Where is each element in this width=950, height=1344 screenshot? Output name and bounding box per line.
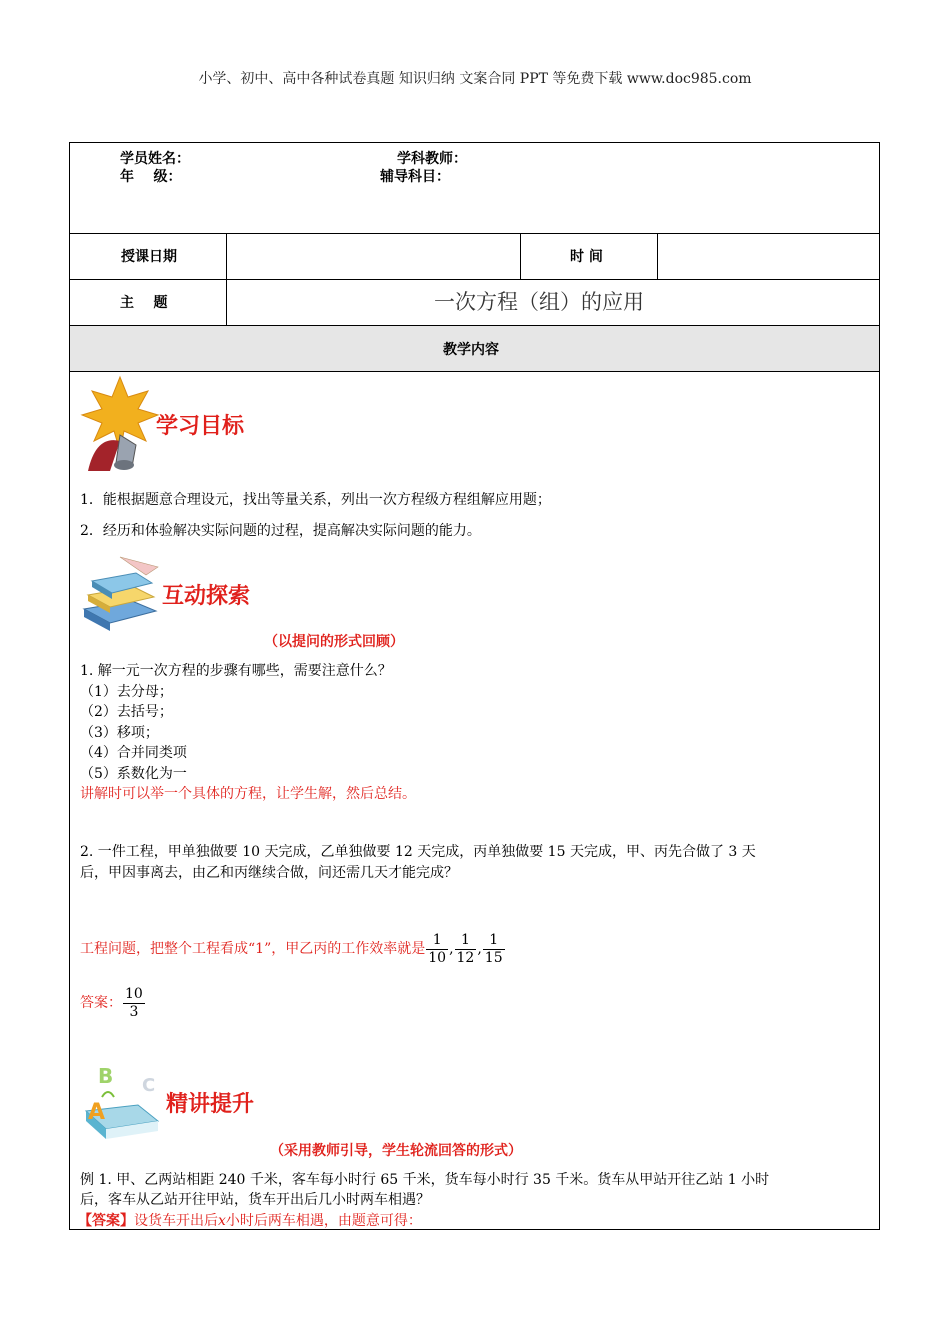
svg-text:B: B bbox=[98, 1064, 114, 1088]
answer-variable: x bbox=[218, 1213, 226, 1229]
objectives-title: 学习目标 bbox=[156, 414, 245, 439]
explore-subtitle: （以提问的形式回顾） bbox=[264, 634, 404, 650]
example-1-answer bbox=[78, 1211, 422, 1232]
example-1-line: 后，客车从乙站开往甲站，货车开出后几小时两车相遇？ bbox=[80, 1192, 430, 1208]
teaching-note: 讲解时可以举一个具体的方程，让学生解，然后总结。 bbox=[80, 786, 416, 802]
question-2-line: 后，甲因事离去，由乙和丙继续合做，问还需几天才能完成？ bbox=[80, 865, 458, 881]
tutoring-subject-label: 辅导科目： bbox=[380, 169, 450, 185]
books-icon bbox=[80, 553, 162, 633]
divider bbox=[226, 280, 227, 325]
example-1-line: 例 1. 甲、乙两站相距 240 千米，客车每小时行 65 千米，货车每小时行 35 千米。货车从甲站开往乙站 1 小时 bbox=[80, 1172, 770, 1188]
question-2-line: 2. 一件工程，甲单独做要 10 天完成，乙单独做要 12 天完成，丙单独做要 15 天完成，甲、丙先合做了 3 天 bbox=[80, 844, 756, 860]
step-item: （3）移项； bbox=[80, 725, 159, 741]
content-header-row bbox=[70, 326, 879, 372]
step-item: （5）系数化为一 bbox=[80, 766, 187, 782]
grade-label: 年 级： bbox=[120, 169, 182, 185]
answer-line bbox=[80, 981, 146, 1025]
answer-fraction bbox=[123, 986, 145, 1021]
subject-teacher-label: 学科教师： bbox=[397, 151, 467, 167]
fraction bbox=[426, 932, 448, 967]
student-name-label: 学员姓名： bbox=[120, 151, 190, 167]
work-problem-hint: 工程问题，把整个工程看成“1”，甲乙丙的工作效率就是 $\frac{1}{10}$ , $\frac{1}{12}$ , $\frac{1}{15}$ bbox=[80, 931, 503, 966]
fraction-numerator: 1 bbox=[455, 932, 477, 950]
step-item: （2）去括号； bbox=[80, 704, 173, 720]
answer-label: 答案： bbox=[80, 994, 122, 1011]
lesson-table bbox=[69, 142, 880, 1230]
svg-text:A: A bbox=[88, 1100, 106, 1125]
topic-label: 主 题 bbox=[120, 295, 168, 311]
fraction-numerator: 10 bbox=[125, 985, 143, 1002]
answer-text: 小时后两车相遇，由题意可得： bbox=[225, 1213, 422, 1229]
answer-text: 设货车开出后 bbox=[134, 1213, 218, 1229]
objective-item: 2．经历和体验解决实际问题的过程，提高解决实际问题的能力。 bbox=[80, 523, 481, 539]
lecture-title: 精讲提升 bbox=[166, 1092, 255, 1117]
topic-row bbox=[70, 280, 879, 326]
topic-value: 一次方程（组）的应用 bbox=[434, 290, 644, 314]
answer-tag: 【答案】 bbox=[78, 1213, 134, 1229]
fraction-numerator: 1 bbox=[483, 932, 505, 950]
question-1: 1. 解一元一次方程的步骤有哪些，需要注意什么？ bbox=[80, 663, 392, 679]
divider bbox=[657, 234, 658, 279]
svg-text:C: C bbox=[142, 1075, 156, 1096]
divider bbox=[226, 234, 227, 279]
info-row bbox=[70, 143, 879, 234]
step-item: （4）合并同类项 bbox=[80, 745, 187, 761]
fraction-denominator: 10 bbox=[428, 949, 447, 966]
fraction bbox=[455, 932, 477, 967]
schedule-row bbox=[70, 234, 879, 280]
page-header: 小学、初中、高中各种试卷真题 知识归纳 文案合同 PPT 等免费下载 www.doc985.com bbox=[198, 71, 752, 87]
divider bbox=[520, 234, 521, 279]
fraction-denominator: 3 bbox=[129, 1003, 139, 1020]
abc-book-icon bbox=[80, 1061, 164, 1145]
content-header: 教学内容 bbox=[443, 342, 499, 358]
fraction-denominator: 15 bbox=[484, 949, 503, 966]
fraction bbox=[483, 932, 505, 967]
fraction-numerator: 1 bbox=[426, 932, 448, 950]
objective-item: 1．能根据题意合理设元，找出等量关系，列出一次方程级方程组解应用题； bbox=[80, 492, 551, 508]
time-label: 时 间 bbox=[570, 249, 603, 265]
lecture-subtitle: （采用教师引导，学生轮流回答的形式） bbox=[270, 1143, 522, 1159]
date-label: 授课日期 bbox=[121, 249, 177, 265]
hint-text: 工程问题，把整个工程看成“1”，甲乙丙的工作效率就是 bbox=[80, 940, 426, 957]
bell-maple-leaf-icon bbox=[80, 375, 160, 475]
explore-title: 互动探索 bbox=[162, 584, 251, 609]
fraction-denominator: 12 bbox=[456, 949, 475, 966]
step-item: （1）去分母； bbox=[80, 684, 173, 700]
